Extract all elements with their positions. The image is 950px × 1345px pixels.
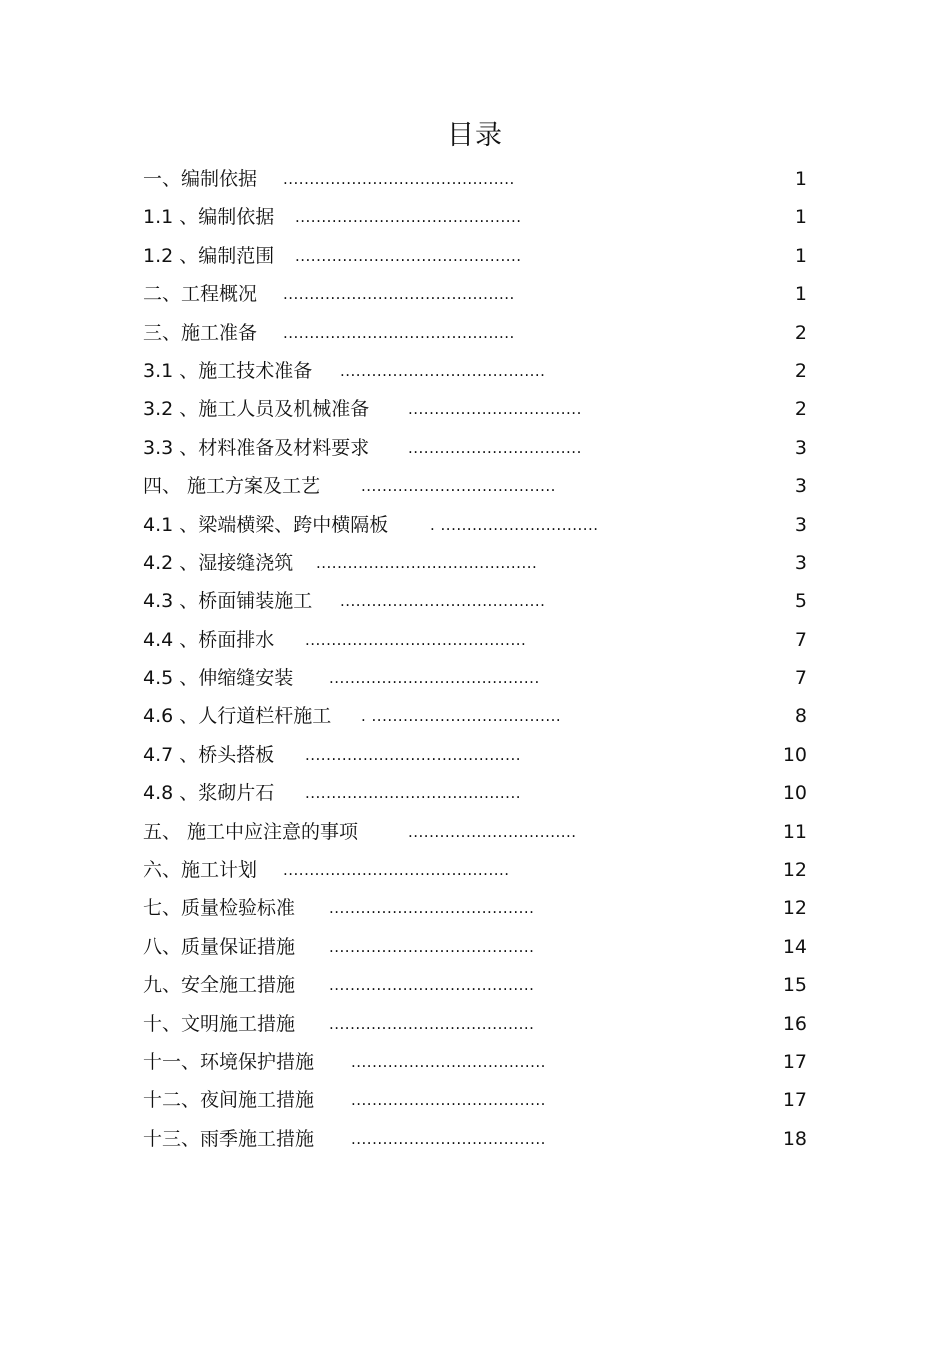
toc-page-number: 12 bbox=[782, 859, 807, 882]
toc-entry[interactable] bbox=[0, 198, 950, 236]
toc-dot-leader: ........................................... bbox=[295, 208, 522, 227]
toc-dot-leader: ..................................... bbox=[351, 1091, 546, 1110]
toc-dot-leader: . .............................. bbox=[430, 515, 599, 534]
toc-entry-label: 九、安全施工措施 bbox=[143, 974, 296, 997]
toc-dot-leader: .......................................... bbox=[305, 630, 527, 649]
toc-dot-leader: ......................................... bbox=[305, 745, 521, 764]
toc-entry[interactable] bbox=[0, 928, 950, 966]
toc-page-number: 16 bbox=[782, 1012, 807, 1035]
toc-entry[interactable] bbox=[0, 697, 950, 735]
toc-dot-leader: ........................................ bbox=[329, 669, 540, 688]
toc-dot-leader: ....................................... bbox=[329, 937, 535, 956]
toc-dot-leader: ................................. bbox=[408, 438, 582, 457]
toc-entry[interactable] bbox=[0, 160, 950, 198]
toc-page-number: 7 bbox=[794, 628, 807, 651]
toc-dot-leader: ........................................... bbox=[283, 861, 510, 880]
toc-page-number: 10 bbox=[782, 743, 807, 766]
toc-dot-leader: .......................................... bbox=[316, 553, 538, 572]
toc-dot-leader: ....................................... bbox=[340, 361, 546, 380]
toc-page-number: 12 bbox=[782, 897, 807, 920]
toc-entry[interactable] bbox=[0, 314, 950, 352]
toc-dot-leader: ......................................... bbox=[305, 784, 521, 803]
toc-entry-label: 4.1 、梁端横梁、跨中横隔板 bbox=[143, 513, 389, 536]
toc-page-number: 10 bbox=[782, 782, 807, 805]
toc-entry[interactable] bbox=[0, 582, 950, 620]
toc-entry-label: 二、工程概况 bbox=[143, 283, 258, 306]
toc-page-number: 2 bbox=[794, 359, 807, 382]
toc-page-number: 2 bbox=[794, 398, 807, 421]
toc-entry-label: 十二、夜间施工措施 bbox=[143, 1089, 315, 1112]
toc-entry-label: 4.8 、浆砌片石 bbox=[143, 782, 275, 805]
toc-page-number: 14 bbox=[782, 935, 807, 958]
toc-entry-label: 一、编制依据 bbox=[143, 168, 258, 190]
toc-entry-label: 三、施工准备 bbox=[143, 321, 258, 344]
toc-entry-label: 八、质量保证措施 bbox=[143, 935, 296, 958]
toc-entry-label: 十三、雨季施工措施 bbox=[143, 1127, 315, 1150]
toc-dot-leader: ............................................ bbox=[283, 285, 515, 304]
toc-entry-label: 十一、环境保护措施 bbox=[143, 1050, 315, 1073]
toc-entry-label: 1.1 、编制依据 bbox=[143, 206, 275, 229]
toc-entry[interactable] bbox=[0, 544, 950, 582]
toc-page-number: 8 bbox=[794, 705, 807, 728]
toc-entry[interactable] bbox=[0, 774, 950, 812]
toc-entry-label: 3.2 、施工人员及机械准备 bbox=[143, 398, 370, 421]
toc-page-number: 1 bbox=[794, 206, 807, 229]
toc-entry[interactable] bbox=[0, 659, 950, 697]
toc-dot-leader: ............................................ bbox=[283, 170, 515, 188]
toc-page-number: 1 bbox=[794, 168, 807, 190]
toc-dot-leader: ................................ bbox=[408, 822, 577, 841]
toc-entry[interactable] bbox=[0, 237, 950, 275]
toc-dot-leader: ........................................... bbox=[295, 246, 522, 265]
toc-entry[interactable] bbox=[0, 621, 950, 659]
toc-entry[interactable] bbox=[0, 813, 950, 851]
toc-entry[interactable] bbox=[0, 736, 950, 774]
toc-entry-label: 4.5 、伸缩缝安装 bbox=[143, 667, 294, 690]
toc-entry[interactable] bbox=[0, 429, 950, 467]
toc-page-number: 7 bbox=[794, 667, 807, 690]
toc-entry[interactable] bbox=[0, 467, 950, 505]
toc-dot-leader: ....................................... bbox=[329, 899, 535, 918]
toc-entry-label: 四、 施工方案及工艺 bbox=[143, 475, 321, 498]
toc-entry-label: 七、质量检验标准 bbox=[143, 897, 296, 920]
toc-entry-label: 4.3 、桥面铺装施工 bbox=[143, 590, 313, 613]
toc-dot-leader: . .................................... bbox=[361, 707, 562, 726]
toc-entry-label: 3.3 、材料准备及材料要求 bbox=[143, 436, 370, 459]
toc-dot-leader: ..................................... bbox=[351, 1052, 546, 1071]
toc-page-number: 3 bbox=[794, 513, 807, 536]
table-of-contents bbox=[0, 160, 950, 1158]
toc-page-number: 3 bbox=[794, 436, 807, 459]
toc-dot-leader: ....................................... bbox=[329, 976, 535, 995]
toc-page-number: 5 bbox=[794, 590, 807, 613]
toc-page-number: 17 bbox=[782, 1089, 807, 1112]
toc-dot-leader: ..................................... bbox=[351, 1129, 546, 1148]
toc-entry[interactable] bbox=[0, 1005, 950, 1043]
toc-entry-label: 3.1 、施工技术准备 bbox=[143, 359, 313, 382]
toc-entry[interactable] bbox=[0, 851, 950, 889]
toc-entry[interactable] bbox=[0, 1081, 950, 1119]
toc-page-number: 1 bbox=[794, 283, 807, 306]
toc-entry-label: 4.2 、湿接缝浇筑 bbox=[143, 551, 294, 574]
toc-entry[interactable] bbox=[0, 1043, 950, 1081]
toc-entry[interactable] bbox=[0, 966, 950, 1004]
toc-page-number: 18 bbox=[782, 1127, 807, 1150]
toc-entry[interactable] bbox=[0, 1120, 950, 1158]
toc-entry-label: 4.6 、人行道栏杆施工 bbox=[143, 705, 332, 728]
toc-dot-leader: ................................. bbox=[408, 400, 582, 419]
toc-entry-label: 1.2 、编制范围 bbox=[143, 244, 275, 267]
toc-dot-leader: ............................................ bbox=[283, 323, 515, 342]
toc-dot-leader: ....................................... bbox=[340, 592, 546, 611]
toc-entry[interactable] bbox=[0, 390, 950, 428]
toc-entry[interactable] bbox=[0, 506, 950, 544]
toc-entry[interactable] bbox=[0, 275, 950, 313]
toc-dot-leader: ..................................... bbox=[361, 477, 556, 496]
toc-page-number: 1 bbox=[794, 244, 807, 267]
toc-entry-label: 4.4 、桥面排水 bbox=[143, 628, 275, 651]
toc-entry-label: 六、施工计划 bbox=[143, 859, 258, 882]
toc-page-number: 17 bbox=[782, 1050, 807, 1073]
toc-page-number: 15 bbox=[782, 974, 807, 997]
toc-entry-label: 十、文明施工措施 bbox=[143, 1012, 296, 1035]
toc-entry-label: 五、 施工中应注意的事项 bbox=[143, 820, 359, 843]
toc-page-number: 2 bbox=[794, 321, 807, 344]
toc-title: 目录 bbox=[447, 120, 503, 151]
toc-page-number: 3 bbox=[794, 475, 807, 498]
toc-entry-label: 4.7 、桥头搭板 bbox=[143, 743, 275, 766]
toc-entry[interactable] bbox=[0, 352, 950, 390]
toc-entry[interactable] bbox=[0, 889, 950, 927]
toc-dot-leader: ....................................... bbox=[329, 1014, 535, 1033]
toc-page-number: 3 bbox=[794, 551, 807, 574]
toc-page-number: 11 bbox=[782, 820, 807, 843]
